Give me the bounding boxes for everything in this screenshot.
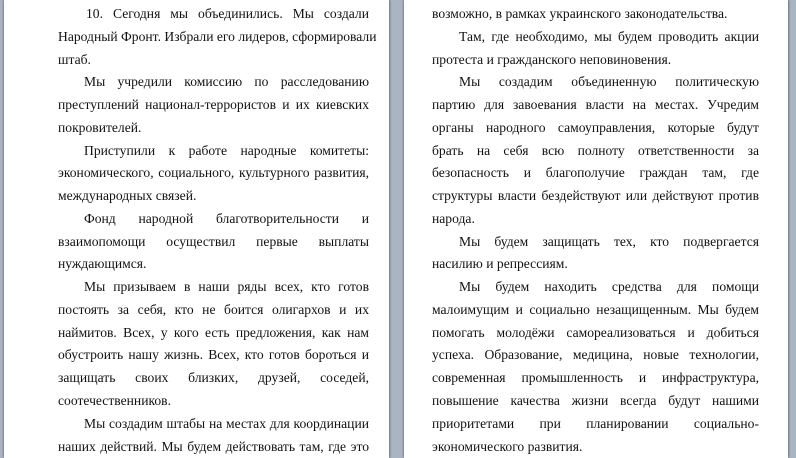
text-line: взаимопомощи осуществил первые выплаты xyxy=(58,233,369,249)
text-line: насилию и репрессиям. xyxy=(432,256,568,272)
text-line: малоимущим и социально незащищенным. Мы будем xyxy=(432,301,759,317)
text-line: Мы создадим штабы на местах для координации xyxy=(84,415,369,431)
text-line: обустроить нашу жизнь. Всех, кто готов бороться и xyxy=(58,347,369,363)
document-page-right xyxy=(404,0,788,458)
text-line: Мы учредили комиссию по расследованию xyxy=(84,74,369,90)
text-line: помогать молодёжи самореализоваться и добиться xyxy=(432,324,759,340)
document-page-left xyxy=(4,0,389,458)
text-line: международных связей. xyxy=(58,188,197,204)
text-line: народа. xyxy=(432,210,475,226)
text-line: приоритетами при планировании социально- xyxy=(432,415,759,431)
text-line: постоять за себя, кто не боится олигархов и их xyxy=(58,301,369,317)
text-line: современная промышленность и инфраструктура, xyxy=(432,370,759,386)
text-line: безопасность и благополучие граждан там, где xyxy=(432,165,759,181)
text-line: Мы будем находить средства для помощи xyxy=(459,279,759,295)
text-line: экономического, социального, культурного развития, xyxy=(58,165,369,181)
text-line: нуждающимся. xyxy=(58,256,147,272)
text-line: партию для завоевания власти на местах. Учредим xyxy=(432,97,759,113)
text-line: структуры власти бездействуют или действуют против xyxy=(432,188,759,204)
text-line: Приступили к работе народные комитеты: xyxy=(84,142,369,158)
text-line: возможно, в рамках украинского законодательства. xyxy=(432,6,728,21)
text-line: брать на себя всю полноту ответственности за xyxy=(432,142,759,158)
text-line: преступлений национал-террористов и их киевских xyxy=(58,97,369,113)
text-line: Мы создадим объединенную политическую xyxy=(459,74,759,90)
page-text-left xyxy=(4,3,389,458)
text-line: повышение качества жизни всегда будут нашими xyxy=(432,393,759,409)
text-line: наймитов. Всех, у кого есть предложения, как нам xyxy=(58,324,369,340)
text-line: защищать своих близких, друзей, соседей, xyxy=(58,370,369,386)
text-line: Фонд народной благотворительности и xyxy=(84,210,369,226)
text-line: протеста и гражданского неповиновения. xyxy=(432,51,672,67)
text-line: Народный Фронт. Избрали его лидеров, сформировали xyxy=(58,28,377,44)
text-line: штаб. xyxy=(58,51,91,67)
text-line: Мы будем защищать тех, кто подвергается xyxy=(459,233,759,249)
text-line: успеха. Образование, медицина, новые технологии, xyxy=(432,347,759,363)
text-line: Мы призываем в наши ряды всех, кто готов xyxy=(84,279,369,295)
text-line: соотечественников. xyxy=(58,393,171,409)
text-line: экономического развития. xyxy=(432,438,583,454)
page-text-right xyxy=(404,3,788,458)
text-line: органы народного самоуправления, которые будут xyxy=(432,119,759,135)
text-line: наших действий. Мы будем действовать там, где это xyxy=(58,438,369,454)
text-line: покровителей. xyxy=(58,119,142,135)
text-line: 10. Сегодня мы объединились. Мы создали xyxy=(86,6,369,21)
text-line: Там, где необходимо, мы будем проводить акции xyxy=(459,28,759,44)
